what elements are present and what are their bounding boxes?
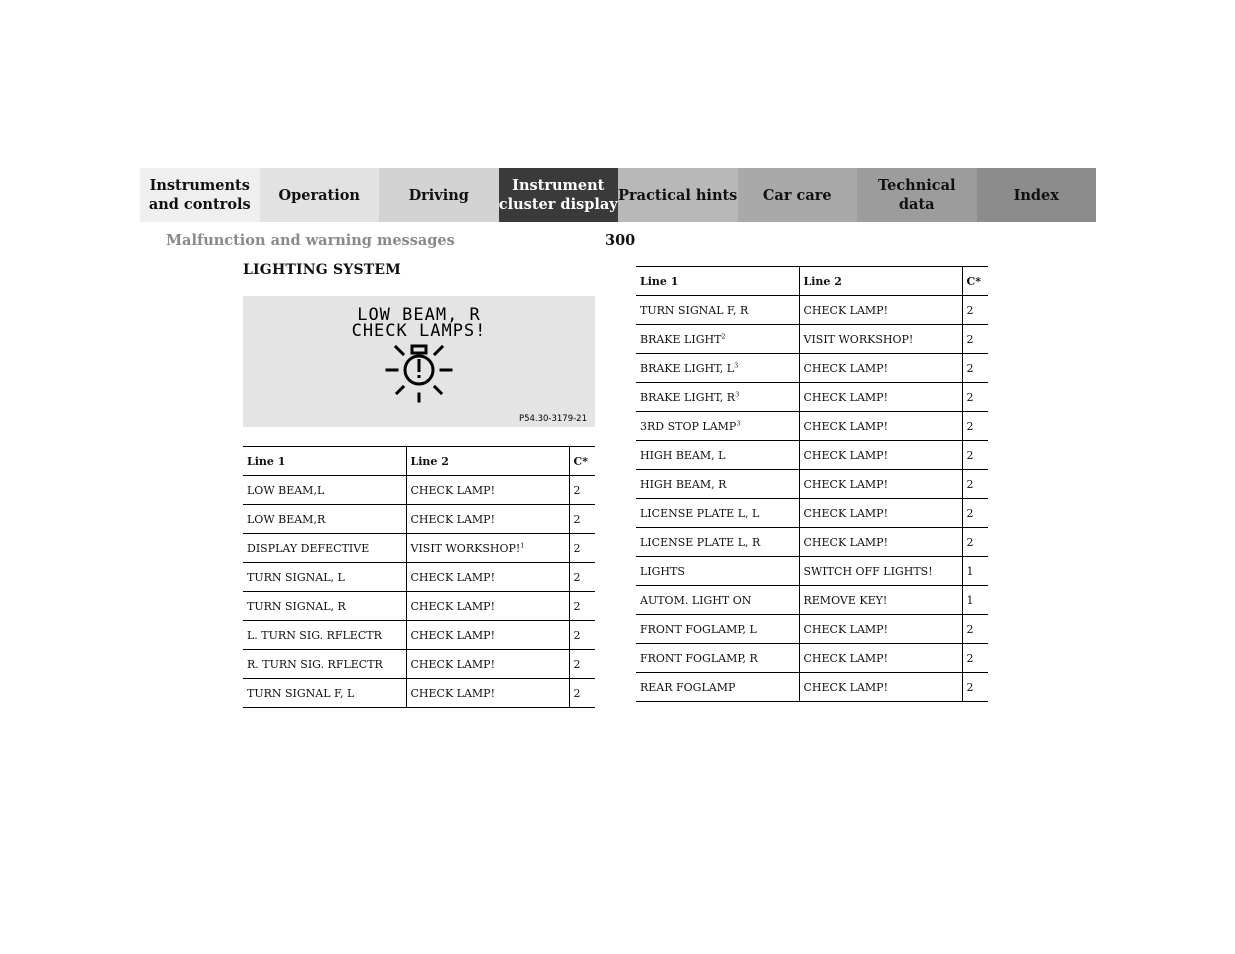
table-header-row bbox=[243, 447, 595, 476]
table-row bbox=[243, 592, 595, 621]
cell-c bbox=[962, 528, 988, 557]
cell-line2 bbox=[406, 476, 569, 505]
cell-line1 bbox=[243, 563, 406, 592]
cell-text: HIGH BEAM, R bbox=[640, 477, 727, 491]
cell-text: REAR FOGLAMP bbox=[640, 680, 736, 694]
cell-line2 bbox=[799, 296, 962, 325]
cell-line2 bbox=[799, 528, 962, 557]
cell-line2 bbox=[406, 621, 569, 650]
table-header-row bbox=[636, 267, 988, 296]
table-row bbox=[243, 621, 595, 650]
cell-line2 bbox=[406, 563, 569, 592]
tab-index[interactable] bbox=[977, 168, 1097, 222]
cell-line1 bbox=[243, 476, 406, 505]
tab-label: Car care bbox=[762, 186, 832, 204]
cell-text: CHECK LAMP! bbox=[803, 477, 889, 491]
cell-text: SWITCH OFF LIGHTS! bbox=[803, 564, 933, 578]
cell-line2 bbox=[799, 499, 962, 528]
table-row bbox=[636, 441, 988, 470]
tab-technical-data[interactable] bbox=[857, 168, 977, 222]
cell-text: LOW BEAM,R bbox=[247, 512, 326, 526]
footnote-marker: 2 bbox=[721, 331, 726, 340]
table-row bbox=[636, 615, 988, 644]
cell-text: 2 bbox=[966, 477, 974, 491]
cell-text: TURN SIGNAL F, R bbox=[640, 303, 749, 317]
cell-text: R. TURN SIG. RFLECTR bbox=[247, 657, 383, 671]
cell-text: CHECK LAMP! bbox=[410, 657, 496, 671]
display-line-2: CHECK LAMPS! bbox=[351, 321, 487, 341]
col-c-header: C* bbox=[962, 267, 988, 296]
cell-line1 bbox=[636, 441, 799, 470]
table-row bbox=[636, 557, 988, 586]
cell-line2 bbox=[799, 557, 962, 586]
col-line1-header: Line 1 bbox=[243, 447, 406, 476]
cell-text: VISIT WORKSHOP! bbox=[803, 332, 914, 346]
table-row bbox=[636, 644, 988, 673]
cell-text: CHECK LAMP! bbox=[803, 506, 889, 520]
cell-c bbox=[962, 673, 988, 702]
tab-car-care[interactable] bbox=[738, 168, 858, 222]
cell-line2 bbox=[799, 354, 962, 383]
cell-text: CHECK LAMP! bbox=[410, 483, 496, 497]
table-row bbox=[636, 470, 988, 499]
cell-c bbox=[569, 505, 595, 534]
cell-text: LICENSE PLATE L, R bbox=[640, 535, 761, 549]
cell-text: 2 bbox=[966, 419, 974, 433]
tab-driving[interactable] bbox=[379, 168, 499, 222]
col-line2-header: Line 2 bbox=[799, 267, 962, 296]
cell-text: L. TURN SIG. RFLECTR bbox=[247, 628, 382, 642]
table-row bbox=[243, 476, 595, 505]
cell-line1 bbox=[636, 557, 799, 586]
table-row bbox=[636, 354, 988, 383]
cell-text: CHECK LAMP! bbox=[803, 390, 889, 404]
table-row bbox=[243, 534, 595, 563]
cell-line1 bbox=[636, 412, 799, 441]
section-title: Malfunction and warning messages bbox=[166, 232, 455, 249]
cell-line2 bbox=[799, 586, 962, 615]
cell-text: 2 bbox=[573, 686, 581, 700]
cell-text: 2 bbox=[966, 506, 974, 520]
cell-text: HIGH BEAM, L bbox=[640, 448, 726, 462]
cell-text: TURN SIGNAL F, L bbox=[247, 686, 355, 700]
cell-text: CHECK LAMP! bbox=[410, 628, 496, 642]
table-row bbox=[636, 296, 988, 325]
cell-text: 2 bbox=[573, 512, 581, 526]
cell-text: CHECK LAMP! bbox=[410, 512, 496, 526]
cell-text: AUTOM. LIGHT ON bbox=[640, 593, 752, 607]
cell-c bbox=[962, 499, 988, 528]
cell-text: 2 bbox=[573, 483, 581, 497]
page-number: 300 bbox=[605, 232, 636, 249]
cell-text: BRAKE LIGHT bbox=[640, 332, 722, 346]
cell-line1 bbox=[636, 644, 799, 673]
cell-text: REMOVE KEY! bbox=[803, 593, 888, 607]
display-line-1: LOW BEAM, R bbox=[357, 305, 481, 325]
cell-c bbox=[962, 354, 988, 383]
cell-line2 bbox=[799, 470, 962, 499]
cell-c bbox=[569, 563, 595, 592]
cell-text: CHECK LAMP! bbox=[803, 419, 889, 433]
messages-table-right bbox=[636, 266, 988, 702]
cell-text: CHECK LAMP! bbox=[410, 599, 496, 613]
cell-line2 bbox=[799, 615, 962, 644]
cell-text: 2 bbox=[966, 651, 974, 665]
cell-line1 bbox=[243, 679, 406, 708]
cell-text: 2 bbox=[966, 390, 974, 404]
table-row bbox=[243, 679, 595, 708]
cell-line1 bbox=[243, 621, 406, 650]
tab-operation[interactable] bbox=[260, 168, 380, 222]
cell-text: 2 bbox=[573, 570, 581, 584]
cell-line1 bbox=[243, 592, 406, 621]
tab-label: Driving bbox=[408, 186, 469, 204]
cell-line1 bbox=[243, 650, 406, 679]
cell-text: CHECK LAMP! bbox=[803, 361, 889, 375]
tab-instruments-and-controls[interactable] bbox=[140, 168, 260, 222]
cell-c bbox=[962, 441, 988, 470]
cell-text: FRONT FOGLAMP, L bbox=[640, 622, 757, 636]
chapter-tabs bbox=[140, 168, 1096, 222]
cell-line2 bbox=[799, 644, 962, 673]
cell-text: LOW BEAM,L bbox=[247, 483, 325, 497]
col-c-header: C* bbox=[569, 447, 595, 476]
cell-line1 bbox=[636, 528, 799, 557]
cell-c bbox=[962, 586, 988, 615]
table-row bbox=[636, 528, 988, 557]
cell-line2 bbox=[799, 673, 962, 702]
cell-text: LIGHTS bbox=[640, 564, 685, 578]
cell-text: LICENSE PLATE L, L bbox=[640, 506, 760, 520]
cell-text: 2 bbox=[966, 535, 974, 549]
cell-text: 2 bbox=[966, 680, 974, 694]
cell-line2 bbox=[799, 325, 962, 354]
figure-code: P54.30-3179-21 bbox=[518, 414, 587, 424]
cell-text: DISPLAY DEFECTIVE bbox=[247, 541, 370, 555]
cell-line1 bbox=[636, 615, 799, 644]
cell-line2 bbox=[799, 441, 962, 470]
cell-c bbox=[962, 557, 988, 586]
table-row bbox=[636, 325, 988, 354]
cell-line1 bbox=[243, 505, 406, 534]
cell-c bbox=[962, 296, 988, 325]
cell-line1 bbox=[636, 296, 799, 325]
cell-line1 bbox=[636, 673, 799, 702]
cell-c bbox=[962, 615, 988, 644]
cell-c bbox=[962, 412, 988, 441]
footnote-marker: 3 bbox=[736, 418, 741, 427]
cell-text: CHECK LAMP! bbox=[410, 686, 496, 700]
warning-lamp-icon bbox=[385, 342, 453, 404]
cell-line2 bbox=[406, 534, 569, 563]
tab-label: Instrument cluster display bbox=[498, 177, 618, 213]
messages-table-left bbox=[243, 446, 595, 708]
cell-c bbox=[962, 470, 988, 499]
cell-line1 bbox=[243, 534, 406, 563]
cell-text: CHECK LAMP! bbox=[803, 535, 889, 549]
cell-line1 bbox=[636, 354, 799, 383]
cell-text: TURN SIGNAL, L bbox=[247, 570, 345, 584]
cell-text: 2 bbox=[573, 628, 581, 642]
cell-c bbox=[569, 621, 595, 650]
tab-label: Practical hints bbox=[618, 186, 738, 204]
cell-line1 bbox=[636, 586, 799, 615]
cell-c bbox=[569, 592, 595, 621]
tab-instrument-cluster-display[interactable] bbox=[499, 168, 619, 222]
cell-text: CHECK LAMP! bbox=[803, 651, 889, 665]
cell-line1 bbox=[636, 383, 799, 412]
cell-text: 1 bbox=[966, 564, 974, 578]
cell-text: CHECK LAMP! bbox=[803, 303, 889, 317]
page-heading: LIGHTING SYSTEM bbox=[243, 262, 401, 278]
table-row bbox=[243, 505, 595, 534]
tab-label: Index bbox=[1013, 186, 1059, 204]
cell-c bbox=[569, 679, 595, 708]
cluster-display-illustration bbox=[243, 296, 595, 427]
cell-text: CHECK LAMP! bbox=[803, 680, 889, 694]
cell-text: TURN SIGNAL, R bbox=[247, 599, 346, 613]
cell-line1 bbox=[636, 470, 799, 499]
col-line2-header: Line 2 bbox=[406, 447, 569, 476]
cell-line2 bbox=[406, 592, 569, 621]
tab-label: Technical data bbox=[877, 177, 956, 213]
cell-text: 2 bbox=[966, 361, 974, 375]
footnote-marker: 1 bbox=[520, 540, 525, 549]
cell-text: 2 bbox=[573, 599, 581, 613]
table-row bbox=[636, 673, 988, 702]
cell-line1 bbox=[636, 499, 799, 528]
cell-c bbox=[962, 383, 988, 412]
cell-text: 2 bbox=[966, 332, 974, 346]
col-line1-header: Line 1 bbox=[636, 267, 799, 296]
table-row bbox=[243, 650, 595, 679]
cell-c bbox=[569, 534, 595, 563]
cell-text: 1 bbox=[966, 593, 974, 607]
tab-label: Operation bbox=[278, 186, 360, 204]
cell-line2 bbox=[799, 412, 962, 441]
cell-text: 2 bbox=[573, 541, 581, 555]
table-row bbox=[636, 412, 988, 441]
table-row bbox=[243, 563, 595, 592]
cell-line2 bbox=[406, 679, 569, 708]
cell-text: CHECK LAMP! bbox=[410, 570, 496, 584]
cell-text: BRAKE LIGHT, R bbox=[640, 390, 736, 404]
cell-line2 bbox=[406, 505, 569, 534]
cell-c bbox=[569, 476, 595, 505]
cell-text: 2 bbox=[966, 303, 974, 317]
cell-text: FRONT FOGLAMP, R bbox=[640, 651, 758, 665]
footnote-marker: 3 bbox=[735, 389, 740, 398]
cell-text: 3RD STOP LAMP bbox=[640, 419, 737, 433]
cell-text: CHECK LAMP! bbox=[803, 448, 889, 462]
cell-text: VISIT WORKSHOP! bbox=[410, 541, 521, 555]
cell-c bbox=[962, 325, 988, 354]
cell-line2 bbox=[406, 650, 569, 679]
table-row bbox=[636, 499, 988, 528]
cell-line1 bbox=[636, 325, 799, 354]
cell-line2 bbox=[799, 383, 962, 412]
footnote-marker: 3 bbox=[734, 360, 739, 369]
table-row bbox=[636, 383, 988, 412]
cell-c bbox=[962, 644, 988, 673]
cell-text: 2 bbox=[966, 622, 974, 636]
tab-label: Instruments and controls bbox=[148, 177, 251, 213]
cell-text: BRAKE LIGHT, L bbox=[640, 361, 735, 375]
cell-text: CHECK LAMP! bbox=[803, 622, 889, 636]
cell-text: 2 bbox=[573, 657, 581, 671]
cell-text: 2 bbox=[966, 448, 974, 462]
tab-practical-hints[interactable] bbox=[618, 168, 738, 222]
cell-c bbox=[569, 650, 595, 679]
table-row bbox=[636, 586, 988, 615]
